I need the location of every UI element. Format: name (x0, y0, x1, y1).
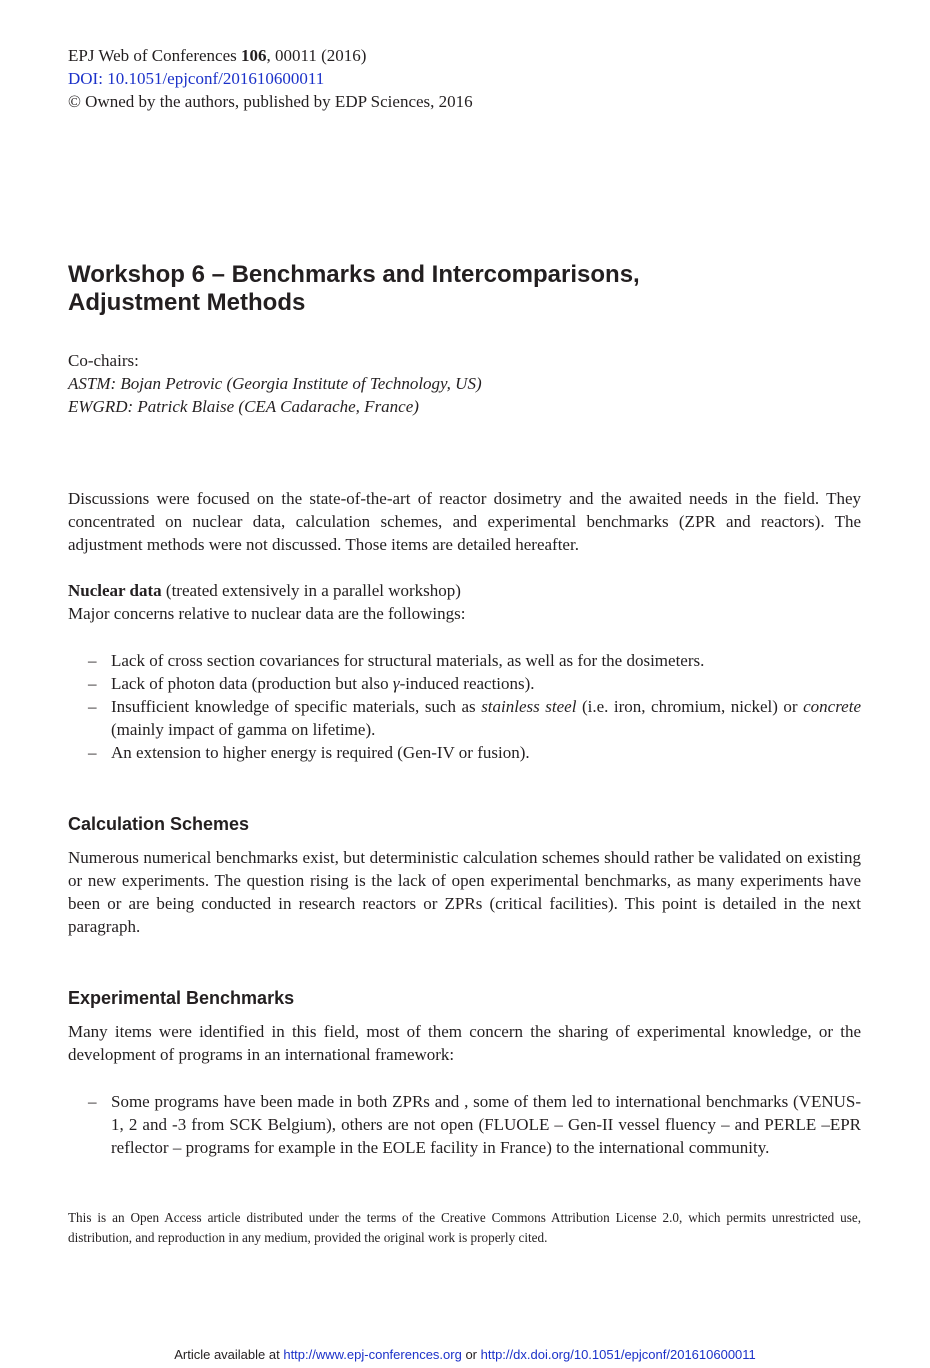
footer-prefix: Article available at (174, 1347, 284, 1362)
cochair-ewgrd: EWGRD: Patrick Blaise (CEA Cadarache, France) (68, 397, 419, 416)
journal-issue-year: , 00011 (2016) (266, 46, 367, 65)
list-item-text-a: Insufficient knowledge of specific materials, such as (111, 697, 482, 716)
list-item-text-b: (i.e. iron, chromium, nickel) or (576, 697, 804, 716)
list-item-text-b: -induced reactions). (399, 674, 535, 693)
dash-bullet: – (88, 743, 97, 762)
gamma-symbol: γ (392, 674, 400, 693)
license-notice: This is an Open Access article distributed under the terms of the Creative Commons Attribution License 2.0, which permits unrestricted use, distribution, and reproduction in any medium, provided the original work is properly cited. (68, 1210, 861, 1245)
calculation-schemes-heading: Calculation Schemes (68, 814, 250, 834)
list-item (68, 672, 861, 695)
experimental-benchmarks-heading: Experimental Benchmarks (68, 988, 295, 1008)
intro-paragraph: Discussions were focused on the state-of-the-art of reactor dosimetry and the awaited needs in the field. They concentrated on nuclear data, calculation schemes, and experimental benchmarks (ZPR and reactors). The adjustment methods were not discussed. Those items are detailed hereafter. (68, 489, 861, 554)
list-item (68, 1090, 861, 1159)
list-item-text-a: Lack of photon data (production but also (111, 674, 393, 693)
stainless-steel-term: stainless steel (481, 697, 577, 716)
dash-bullet: – (88, 674, 97, 693)
doi-line (68, 67, 324, 90)
cochair-astm: ASTM: Bojan Petrovic (Georgia Institute of Technology, US) (68, 374, 482, 393)
list-item-text: Some programs have been made in both ZPRs and , some of them led to international benchmarks (VENUS-1, 2 and -3 from SCK Belgium), others are not open (FLUOLE – Gen-II vessel fluency – and PERLE –EPR reflector – programs for example in the EOLE facility in France) to the international community. (111, 1092, 861, 1157)
journal-citation (68, 44, 366, 67)
list-item-text-c: (mainly impact of gamma on lifetime). (111, 720, 376, 739)
nuclear-data-list (68, 649, 861, 764)
title-line-1: Workshop 6 – Benchmarks and Intercomparisons, (68, 261, 640, 288)
experimental-benchmarks-paragraph: Many items were identified in this field, most of them concern the sharing of experimental knowledge, or the development of programs in an international framework: (68, 1022, 861, 1064)
list-item (68, 741, 861, 764)
copyright-line: © Owned by the authors, published by EDP Sciences, 2016 (68, 92, 473, 111)
nuclear-data-lead: Major concerns relative to nuclear data are the followings: (68, 604, 466, 623)
experimental-benchmarks-list (68, 1090, 861, 1159)
doi-footer-link[interactable]: http://dx.doi.org/10.1051/epjconf/201610600011 (480, 1347, 756, 1362)
epj-conferences-link[interactable]: http://www.epj-conferences.org (283, 1347, 462, 1362)
list-item-text: An extension to higher energy is required (Gen-IV or fusion). (111, 743, 530, 762)
journal-name: EPJ Web of Conferences (68, 46, 241, 65)
concrete-term: concrete (803, 697, 861, 716)
page-title (68, 261, 828, 317)
cochairs-block (68, 349, 482, 418)
nuclear-data-note: (treated extensively in a parallel workshop) (161, 581, 461, 600)
nuclear-data-heading: Nuclear data (68, 581, 162, 600)
doi-link[interactable]: DOI: 10.1051/epjconf/201610600011 (68, 69, 325, 88)
list-item-text: Lack of cross section covariances for structural materials, as well as for the dosimeters. (111, 651, 705, 670)
title-line-2: Adjustment Methods (68, 289, 306, 316)
journal-volume: 106 (241, 46, 267, 65)
dash-bullet: – (88, 1092, 97, 1111)
list-item (68, 695, 861, 741)
dash-bullet: – (88, 697, 97, 716)
list-item (68, 649, 861, 672)
calculation-schemes-paragraph: Numerous numerical benchmarks exist, but deterministic calculation schemes should rather be validated on existing or new experiments. The question rising is the lack of open experimental benchmarks, as many experiments have been or are being conducted in research reactors or ZPRs (critical facilities). This point is detailed in the next paragraph. (68, 848, 861, 936)
nuclear-data-block (68, 579, 861, 625)
cochairs-label: Co-chairs: (68, 351, 139, 370)
article-footer (0, 1347, 930, 1363)
dash-bullet: – (88, 651, 97, 670)
footer-middle: or (461, 1347, 481, 1362)
nuclear-data-heading-line (68, 579, 861, 602)
